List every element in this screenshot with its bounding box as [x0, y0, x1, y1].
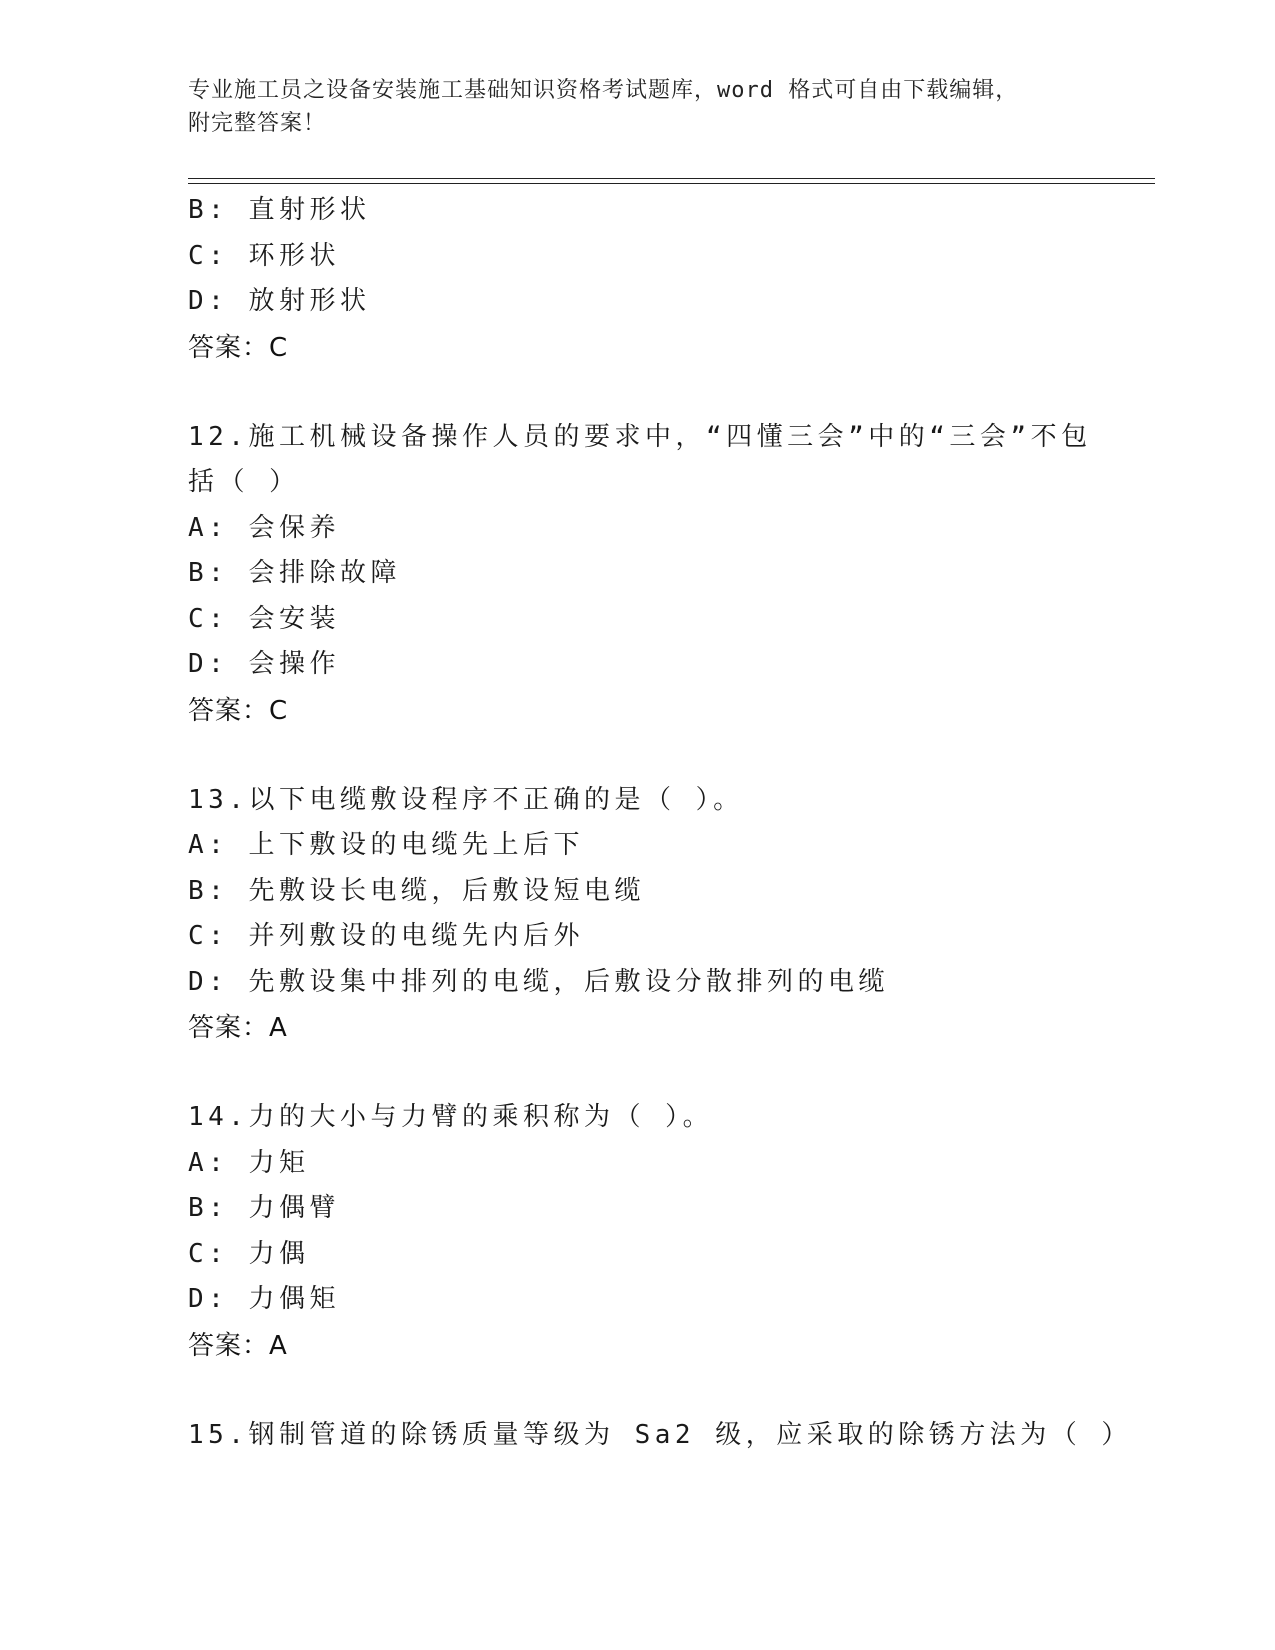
spacer	[188, 734, 1088, 778]
question-stem: 14.力的大小与力臂的乘积称为（ ）。	[188, 1102, 714, 1132]
option-b: B: 直射形状	[188, 195, 371, 225]
question-stem: 12.施工机械设备操作人员的要求中，“四懂三会”中的“三会”不包	[188, 421, 1092, 452]
answer-line: 答案：C	[188, 332, 289, 363]
spacer	[188, 1051, 1088, 1095]
header-line-2: 附完整答案！	[188, 111, 327, 136]
document-header	[188, 74, 1068, 140]
question-13	[188, 778, 1088, 1052]
option-b: B: 会排除故障	[188, 558, 401, 588]
option-b: B: 力偶臂	[188, 1193, 340, 1223]
question-12	[188, 415, 1092, 734]
option-a: A: 上下敷设的电缆先上后下	[188, 830, 584, 860]
answer-line: 答案：C	[188, 695, 289, 726]
document-body	[188, 188, 1132, 1458]
option-d: D: 会操作	[188, 649, 340, 679]
spacer	[188, 371, 1088, 415]
question-15	[188, 1413, 1132, 1459]
option-c: C: 会安装	[188, 603, 340, 634]
question-stem: 13.以下电缆敷设程序不正确的是（ ）。	[188, 784, 744, 815]
header-divider-bottom	[188, 183, 1155, 184]
option-c: C: 力偶	[188, 1238, 310, 1269]
question-stem: 15.钢制管道的除锈质量等级为 Sa2 级，应采取的除锈方法为（ ）	[188, 1419, 1132, 1450]
option-c: C: 环形状	[188, 240, 340, 271]
answer-line: 答案：A	[188, 1013, 288, 1043]
option-a: A: 力矩	[188, 1147, 310, 1178]
question-stem-continued: 括（ ）	[188, 467, 300, 497]
question-14	[188, 1095, 1088, 1369]
option-d: D: 力偶矩	[188, 1284, 340, 1314]
answer-line: 答案：A	[188, 1330, 288, 1361]
option-d: D: 放射形状	[188, 286, 371, 316]
option-b: B: 先敷设长电缆，后敷设短电缆	[188, 875, 645, 906]
spacer	[188, 1369, 1088, 1413]
option-d: D: 先敷设集中排列的电缆，后敷设分散排列的电缆	[188, 966, 889, 997]
option-a: A: 会保养	[188, 512, 340, 543]
option-c: C: 并列敷设的电缆先内后外	[188, 921, 584, 951]
partial-question	[188, 188, 1088, 371]
header-divider-top	[188, 178, 1155, 179]
header-line-1: 专业施工员之设备安装施工基础知识资格考试题库，word 格式可自由下载编辑，	[188, 78, 1019, 103]
